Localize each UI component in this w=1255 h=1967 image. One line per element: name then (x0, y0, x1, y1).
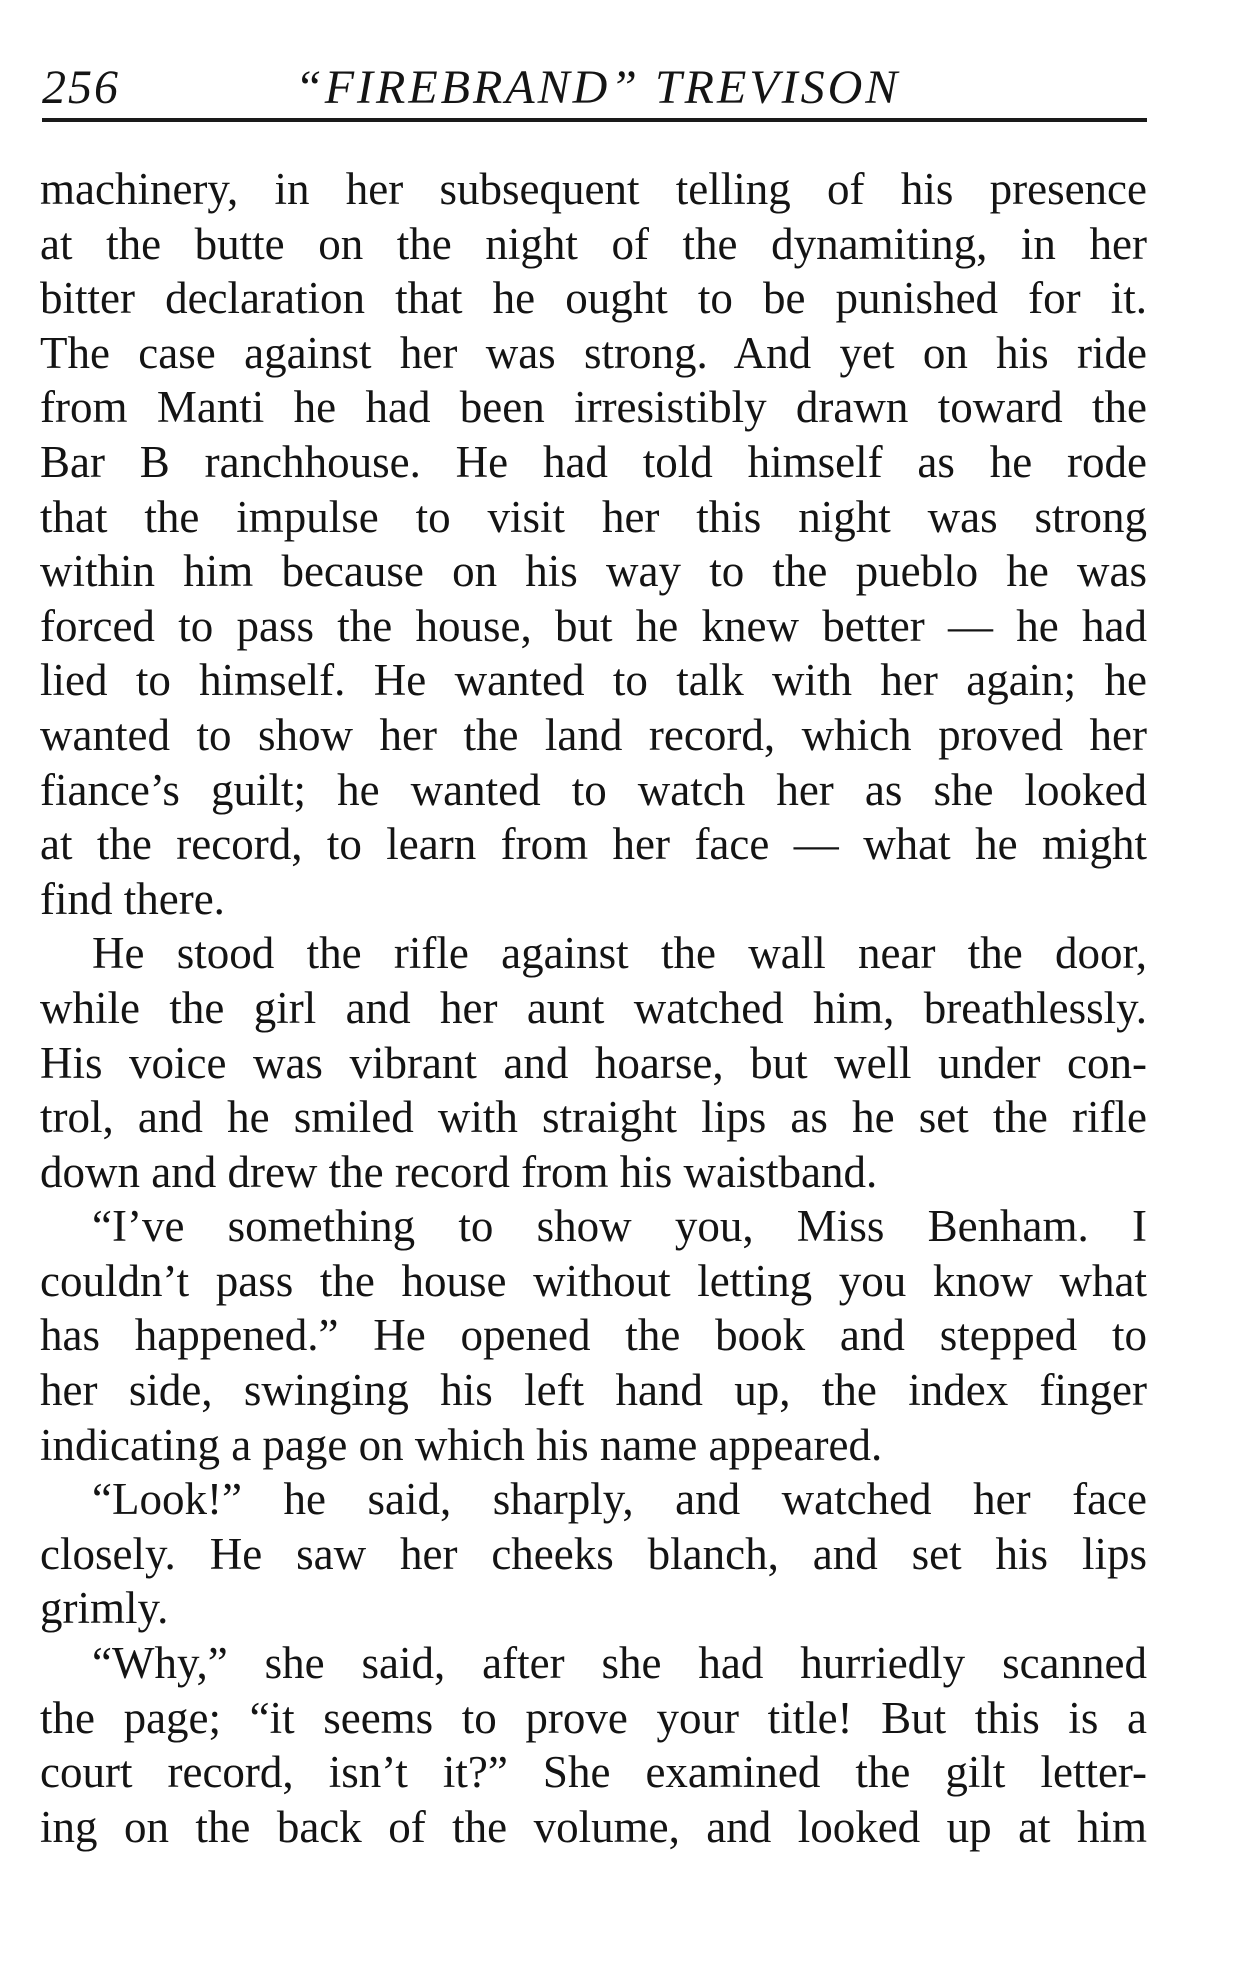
text-line: court record, isn’t it?” She examined the gilt letter- (40, 1747, 1147, 1798)
text-line: while the girl and her aunt watched him, breathlessly. (40, 982, 1147, 1033)
text-line: at the butte on the night of the dynamiting, in her (40, 218, 1147, 269)
text-line: from Manti he had been irresistibly drawn toward the (40, 382, 1147, 433)
text-line: has happened.” He opened the book and stepped to (40, 1310, 1147, 1361)
text-line: The case against her was strong. And yet on his ride (40, 327, 1147, 378)
text-line: lied to himself. He wanted to talk with her again; he (40, 655, 1147, 706)
text-line: at the record, to learn from her face — what he might (40, 819, 1147, 870)
running-header (42, 58, 1147, 122)
text-line: her side, swinging his left hand up, the index finger (40, 1365, 1147, 1416)
paragraph-start-line: “Look!” he said, sharply, and watched her face (92, 1474, 1147, 1525)
text-line: ing on the back of the volume, and looked up at him (40, 1801, 1147, 1852)
text-line: the page; “it seems to prove your title! But this is a (40, 1692, 1147, 1743)
text-line: machinery, in her subsequent telling of his presence (40, 164, 1147, 214)
text-line: Bar B ranchhouse. He had told himself as he rode (40, 436, 1147, 487)
text-line: couldn’t pass the house without letting you know what (40, 1255, 1147, 1306)
paragraph-end-line: grimly. (40, 1583, 169, 1634)
paragraph-start-line: “Why,” she said, after she had hurriedly scanned (92, 1638, 1147, 1689)
text-line: bitter declaration that he ought to be punished for it. (40, 273, 1147, 324)
paragraph-start-line: He stood the rifle against the wall near the door, (92, 928, 1147, 979)
page-number: 256 (42, 61, 120, 114)
text-line: forced to pass the house, but he knew better — he had (40, 600, 1147, 651)
text-line: trol, and he smiled with straight lips as he set the rifle (40, 1092, 1147, 1143)
paragraph-end-line: find there. (40, 873, 225, 924)
paragraph-end-line: indicating a page on which his name appeared. (40, 1419, 883, 1470)
page-body (40, 162, 1147, 1854)
running-title: “FIREBRAND” TREVISON (295, 61, 901, 114)
text-line: fiance’s guilt; he wanted to watch her as she looked (40, 764, 1147, 815)
text-line: within him because on his way to the pueblo he was (40, 546, 1147, 597)
text-line: that the impulse to visit her this night was strong (40, 491, 1147, 542)
paragraph-start-line: “I’ve something to show you, Miss Benham. I (92, 1201, 1147, 1252)
paragraph-end-line: down and drew the record from his waistband. (40, 1146, 878, 1197)
text-line: closely. He saw her cheeks blanch, and set his lips (40, 1528, 1147, 1579)
text-line: His voice was vibrant and hoarse, but well under con- (40, 1037, 1147, 1088)
text-line: wanted to show her the land record, which proved her (40, 709, 1147, 760)
